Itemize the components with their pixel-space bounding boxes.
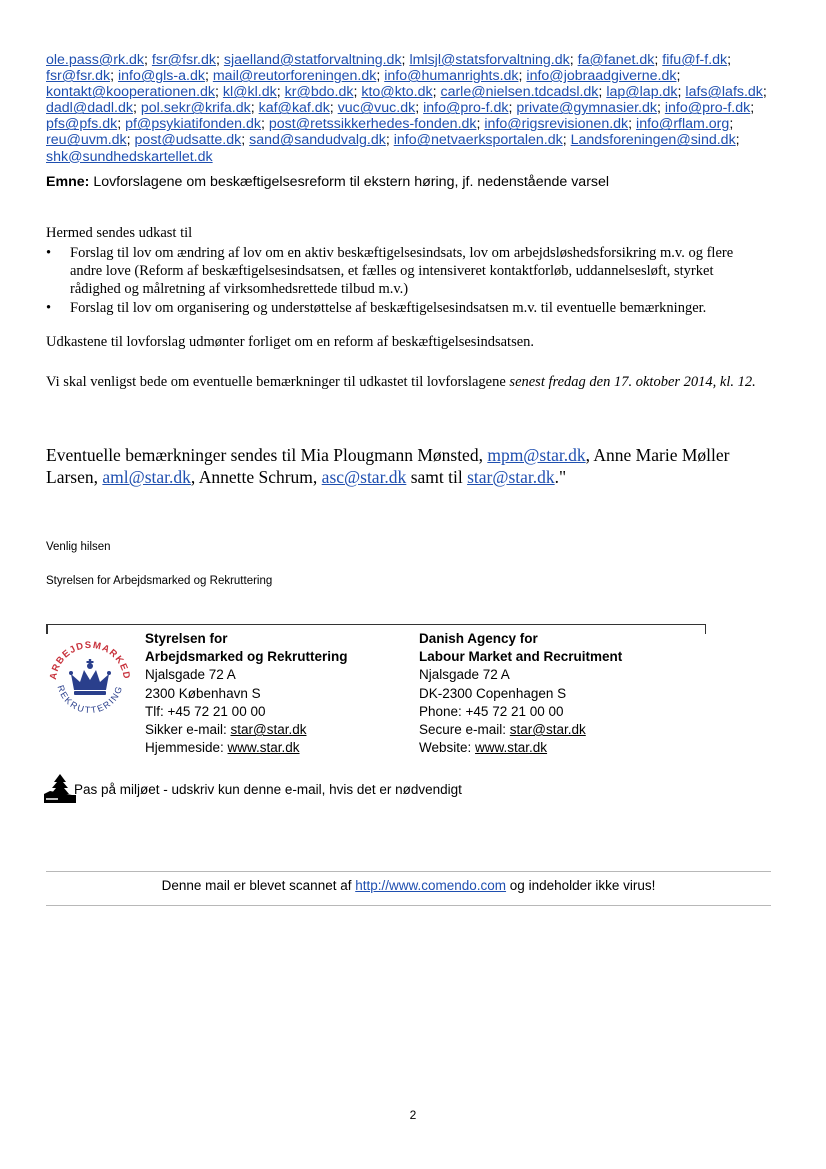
agency-name-line1: Styrelsen for: [145, 631, 228, 646]
signature-english: [419, 630, 622, 757]
recipient-separator: ;: [215, 84, 219, 101]
recipient-email-link[interactable]: private@gymnasier.dk: [516, 100, 657, 117]
city-address: DK-2300 Copenhagen S: [419, 685, 567, 701]
bullet-icon: •: [46, 245, 52, 261]
recipient-email-link[interactable]: fsr@fsr.dk: [46, 68, 111, 85]
agency-name-line1: Danish Agency for: [419, 631, 538, 646]
recipient-email-link[interactable]: fifu@f-f.dk: [662, 52, 728, 68]
recipient-email-link[interactable]: ole.pass@rk.dk: [46, 52, 144, 68]
recipient-email-link[interactable]: post@udsatte.dk: [134, 132, 242, 149]
recipient-separator: ;: [518, 68, 523, 85]
contacts-text: .": [554, 467, 567, 487]
recipient-email-link[interactable]: info@rigsrevisionen.dk: [484, 116, 629, 133]
recipient-separator: ;: [132, 100, 137, 117]
secure-email-label: Secure e-mail:: [419, 722, 510, 738]
recipient-separator: ;: [729, 116, 734, 133]
contacts-text: samt til: [406, 467, 468, 487]
recipient-separator: ;: [569, 52, 574, 68]
recipient-email-link[interactable]: sjaelland@statforvaltning.dk: [223, 52, 402, 68]
tree-icon: [44, 773, 76, 803]
signoff-agency: Styrelsen for Arbejdsmarked og Rekruttering: [46, 575, 273, 587]
divider: [46, 871, 771, 872]
recipient-email-link[interactable]: info@pro-f.dk: [664, 100, 751, 117]
secure-email-link[interactable]: star@star.dk: [230, 722, 307, 738]
recipient-separator: ;: [750, 100, 755, 117]
street-address: Njalsgade 72 A: [419, 667, 510, 683]
recipient-separator: ;: [762, 84, 767, 101]
secure-email-label: Sikker e-mail:: [145, 722, 231, 738]
subject-text: Lovforslagene om beskæftigelsesreform til ekstern høring, jf. nedenstående varsel: [93, 174, 610, 190]
recipient-separator: ;: [144, 52, 148, 68]
bill-list: [46, 244, 766, 317]
recipient-separator: ;: [654, 52, 659, 68]
recipient-separator: ;: [727, 52, 732, 68]
secure-email-link[interactable]: star@star.dk: [509, 722, 586, 738]
recipient-separator: ;: [401, 52, 406, 68]
recipient-separator: ;: [110, 68, 115, 85]
recipient-email-link[interactable]: lap@lap.dk: [606, 84, 678, 101]
contacts-paragraph: [46, 444, 776, 488]
recipient-email-link[interactable]: dadl@dadl.dk: [46, 100, 133, 117]
recipient-separator: ;: [260, 116, 265, 133]
recipient-list: [46, 52, 781, 165]
street-address: Njalsgade 72 A: [145, 667, 236, 683]
agency-name-line2: Labour Market and Recruitment: [419, 649, 623, 665]
recipient-separator: ;: [735, 132, 740, 149]
email-link-asc[interactable]: asc@star.dk: [321, 467, 407, 487]
recipient-separator: ;: [276, 84, 281, 101]
comendo-link[interactable]: http://www.comendo.com: [355, 878, 507, 893]
recipient-email-link[interactable]: kontakt@kooperationen.dk: [46, 84, 215, 101]
deadline-paragraph: [46, 373, 766, 392]
recipient-email-link[interactable]: pol.sekr@krifa.dk: [140, 100, 251, 117]
recipient-separator: ;: [204, 68, 209, 85]
agency-logo-icon: [44, 636, 136, 728]
website-label: Hjemmeside:: [145, 740, 228, 756]
recipient-separator: ;: [329, 100, 334, 117]
recipient-email-link[interactable]: kl@kl.dk: [222, 84, 277, 101]
recipient-email-link[interactable]: carle@nielsen.tdcadsl.dk: [440, 84, 599, 101]
recipient-separator: ;: [598, 84, 603, 101]
recipient-email-link[interactable]: fa@fanet.dk: [577, 52, 655, 68]
agency-name-line2: Arbejdsmarked og Rekruttering: [145, 649, 348, 665]
recipient-email-link[interactable]: reu@uvm.dk: [46, 132, 127, 149]
email-link-mpm[interactable]: mpm@star.dk: [487, 445, 586, 465]
recipient-email-link[interactable]: info@gls-a.dk: [117, 68, 205, 85]
website-label: Website:: [419, 740, 476, 756]
recipient-email-link[interactable]: fsr@fsr.dk: [151, 52, 216, 68]
page-number: 2: [409, 1108, 417, 1122]
recipient-email-link[interactable]: Landsforeningen@sind.dk: [570, 132, 736, 149]
recipient-separator: ;: [656, 100, 661, 117]
recipient-separator: ;: [432, 84, 437, 101]
recipient-email-link[interactable]: info@pro-f.dk: [423, 100, 509, 117]
signature-divider: [46, 624, 706, 625]
list-item: [46, 244, 766, 299]
recipient-email-link[interactable]: sand@sandudvalg.dk: [249, 132, 386, 149]
list-item-text: Forslag til lov om organisering og understøttelse af beskæftigelsesindsatsen m.v. til eventuelle bemærkninger.: [70, 299, 707, 316]
subject-label: Emne:: [46, 174, 90, 190]
email-link-star[interactable]: star@star.dk: [467, 467, 555, 487]
contacts-text: , Anne Marie Møller Larsen,: [46, 445, 730, 487]
recipient-email-link[interactable]: lafs@lafs.dk: [685, 84, 763, 101]
recipient-email-link[interactable]: pfs@pfs.dk: [46, 116, 118, 133]
recipient-email-link[interactable]: vuc@vuc.dk: [337, 100, 416, 117]
recipient-separator: ;: [376, 68, 381, 85]
website-link[interactable]: www.star.dk: [475, 740, 548, 756]
recipient-separator: ;: [241, 132, 246, 149]
recipient-email-link[interactable]: kto@kto.dk: [361, 84, 433, 101]
recipient-separator: ;: [508, 100, 513, 117]
recipient-email-link[interactable]: kr@bdo.dk: [284, 84, 354, 101]
recipient-separator: ;: [250, 100, 255, 117]
list-item: [46, 299, 766, 317]
phone-number: Tlf: +45 72 21 00 00: [145, 703, 266, 719]
recipient-email-link[interactable]: kaf@kaf.dk: [258, 100, 330, 117]
divider: [46, 905, 771, 906]
recipient-separator: ;: [476, 116, 481, 133]
recipient-separator: ;: [385, 132, 390, 149]
recipient-separator: ;: [353, 84, 358, 101]
recipient-email-link[interactable]: info@jobraadgiverne.dk: [526, 68, 677, 85]
recipient-email-link[interactable]: post@retssikkerhedes-fonden.dk: [268, 116, 477, 133]
website-link[interactable]: www.star.dk: [227, 740, 300, 756]
eco-note: Pas på miljøet - udskriv kun denne e-mail, hvis det er nødvendigt: [74, 782, 462, 797]
phone-number: Phone: +45 72 21 00 00: [419, 703, 564, 719]
svg-text:REKRUTTERING: REKRUTTERING: [55, 683, 125, 716]
recipient-separator: ;: [628, 116, 633, 133]
bullet-icon: •: [46, 299, 52, 316]
secure-email-row: [145, 721, 348, 739]
recipient-separator: ;: [126, 132, 131, 149]
website-row: [145, 739, 348, 757]
svg-text:ARBEJDSMARKED: ARBEJDSMARKED: [47, 639, 133, 681]
deadline-date: senest fredag den 17. oktober 2014, kl. 12.: [509, 374, 756, 390]
greeting: Venlig hilsen: [46, 541, 111, 553]
scan-notice-text: Denne mail er blevet scannet af: [161, 878, 356, 893]
city-address: 2300 København S: [145, 685, 261, 701]
recipient-separator: ;: [415, 100, 420, 117]
contacts-text: , Annette Schrum,: [190, 467, 322, 487]
recipient-email-link[interactable]: shk@sundhedskartellet.dk: [46, 148, 213, 165]
recipient-email-link[interactable]: info@rflam.org: [636, 116, 730, 133]
recipient-email-link[interactable]: info@netvaerksportalen.dk: [393, 132, 563, 149]
reform-paragraph: Udkastene til lovforslag udmønter forliget om en reform af beskæftigelsesindsatsen.: [46, 334, 535, 350]
email-subject: [46, 174, 609, 190]
intro-line: Hermed sendes udkast til: [46, 225, 193, 241]
website-row: [419, 739, 622, 757]
recipient-email-link[interactable]: pf@psykiatifonden.dk: [125, 116, 261, 133]
recipient-email-link[interactable]: lmlsjl@statsforvaltning.dk: [409, 52, 570, 68]
scan-notice-text: og indeholder ikke virus!: [506, 878, 656, 893]
scan-notice: [46, 878, 771, 893]
contacts-text: Eventuelle bemærkninger sendes til Mia Plougmann Mønsted,: [46, 445, 488, 465]
list-item-text: Forslag til lov om ændring af lov om en aktiv beskæftigelsesindsats, lov om arbejdsløshedsforsikring m.v. og flere andre love (Reform af beskæftigelsesindsatsen, et fælles og intensiveret kontaktforløb, uddannelsesløft, styrket rådighed og målretning af virksomhedsrettede tilbud m.v.): [70, 245, 734, 298]
recipient-separator: ;: [117, 116, 122, 133]
recipient-separator: ;: [215, 52, 220, 68]
recipient-separator: ;: [562, 132, 567, 149]
recipient-separator: ;: [676, 68, 681, 85]
email-link-aml[interactable]: aml@star.dk: [102, 467, 191, 487]
recipient-email-link[interactable]: info@humanrights.dk: [384, 68, 519, 85]
recipient-email-link[interactable]: mail@reutorforeningen.dk: [212, 68, 377, 85]
deadline-text: Vi skal venligst bede om eventuelle bemærkninger til udkastet til lovforslagene: [46, 374, 510, 390]
secure-email-row: [419, 721, 622, 739]
recipient-separator: ;: [677, 84, 682, 101]
signature-danish: [145, 630, 348, 757]
